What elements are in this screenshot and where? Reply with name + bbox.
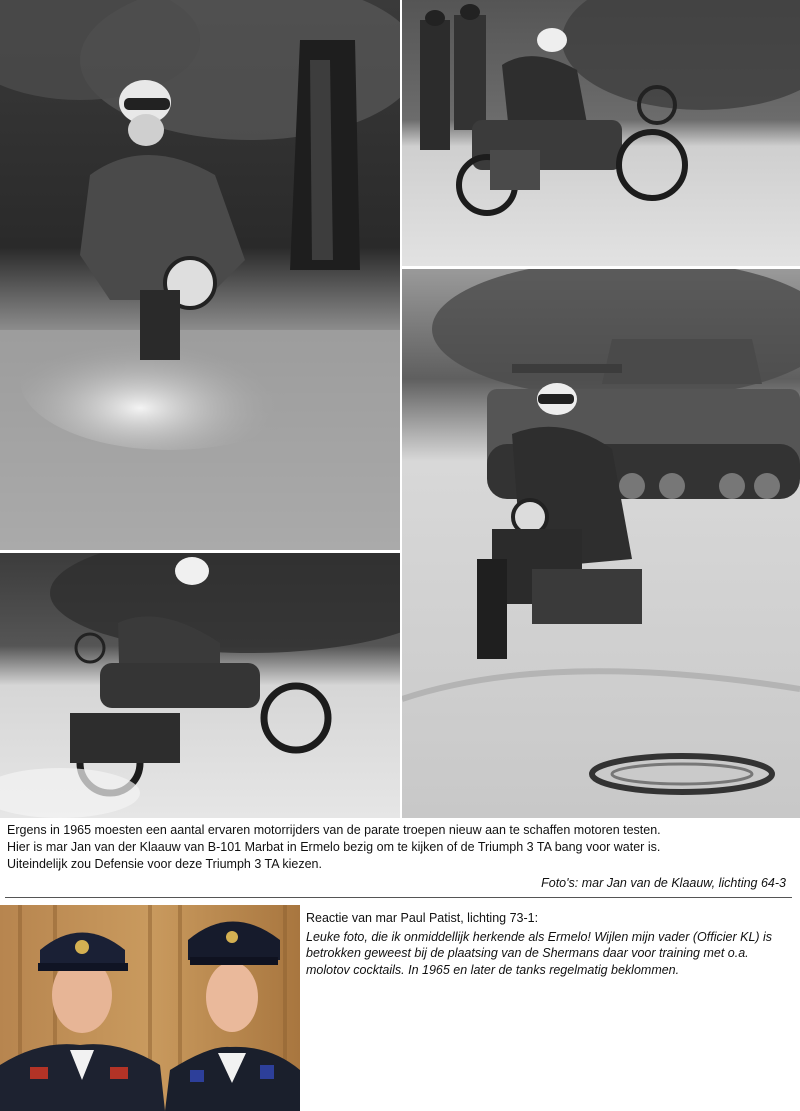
photo-motorcycle-water-splash (0, 0, 400, 550)
photo-portrait-two-men-uniform (0, 905, 300, 1111)
reaction-body: Leuke foto, die ik onmiddellijk herkende als Ermelo! Wijlen mijn vader (Officier KL) is betrokken geweest bij de plaatsing van de Shermans daar voor training met o.a. molotov cocktails. In 1965 en later de tanks regelmatig beklommen. (306, 929, 773, 977)
photo-motorcycle-sand-officers (402, 0, 800, 266)
section-divider (5, 897, 792, 898)
caption-line-1: Ergens in 1965 moesten een aantal ervaren motorrijders van de parate troepen nieuw aan te schaffen motoren testen. (7, 823, 661, 837)
photo-motorcycle-side-view (0, 553, 400, 818)
reaction-heading: Reactie van mar Paul Patist, lichting 73-1: (306, 911, 539, 925)
photo-motorcycle-sherman-tank (402, 269, 800, 818)
photo-caption (7, 822, 793, 873)
reader-reaction (306, 910, 790, 978)
caption-line-3: Uiteindelijk zou Defensie voor deze Triumph 3 TA kiezen. (7, 857, 322, 871)
caption-line-2: Hier is mar Jan van der Klaauw van B-101 Marbat in Ermelo bezig om te kijken of de Triumph 3 TA bang voor water is. (7, 840, 661, 854)
photo-credit: Foto's: mar Jan van de Klaauw, lichting 64-3 (541, 876, 786, 890)
